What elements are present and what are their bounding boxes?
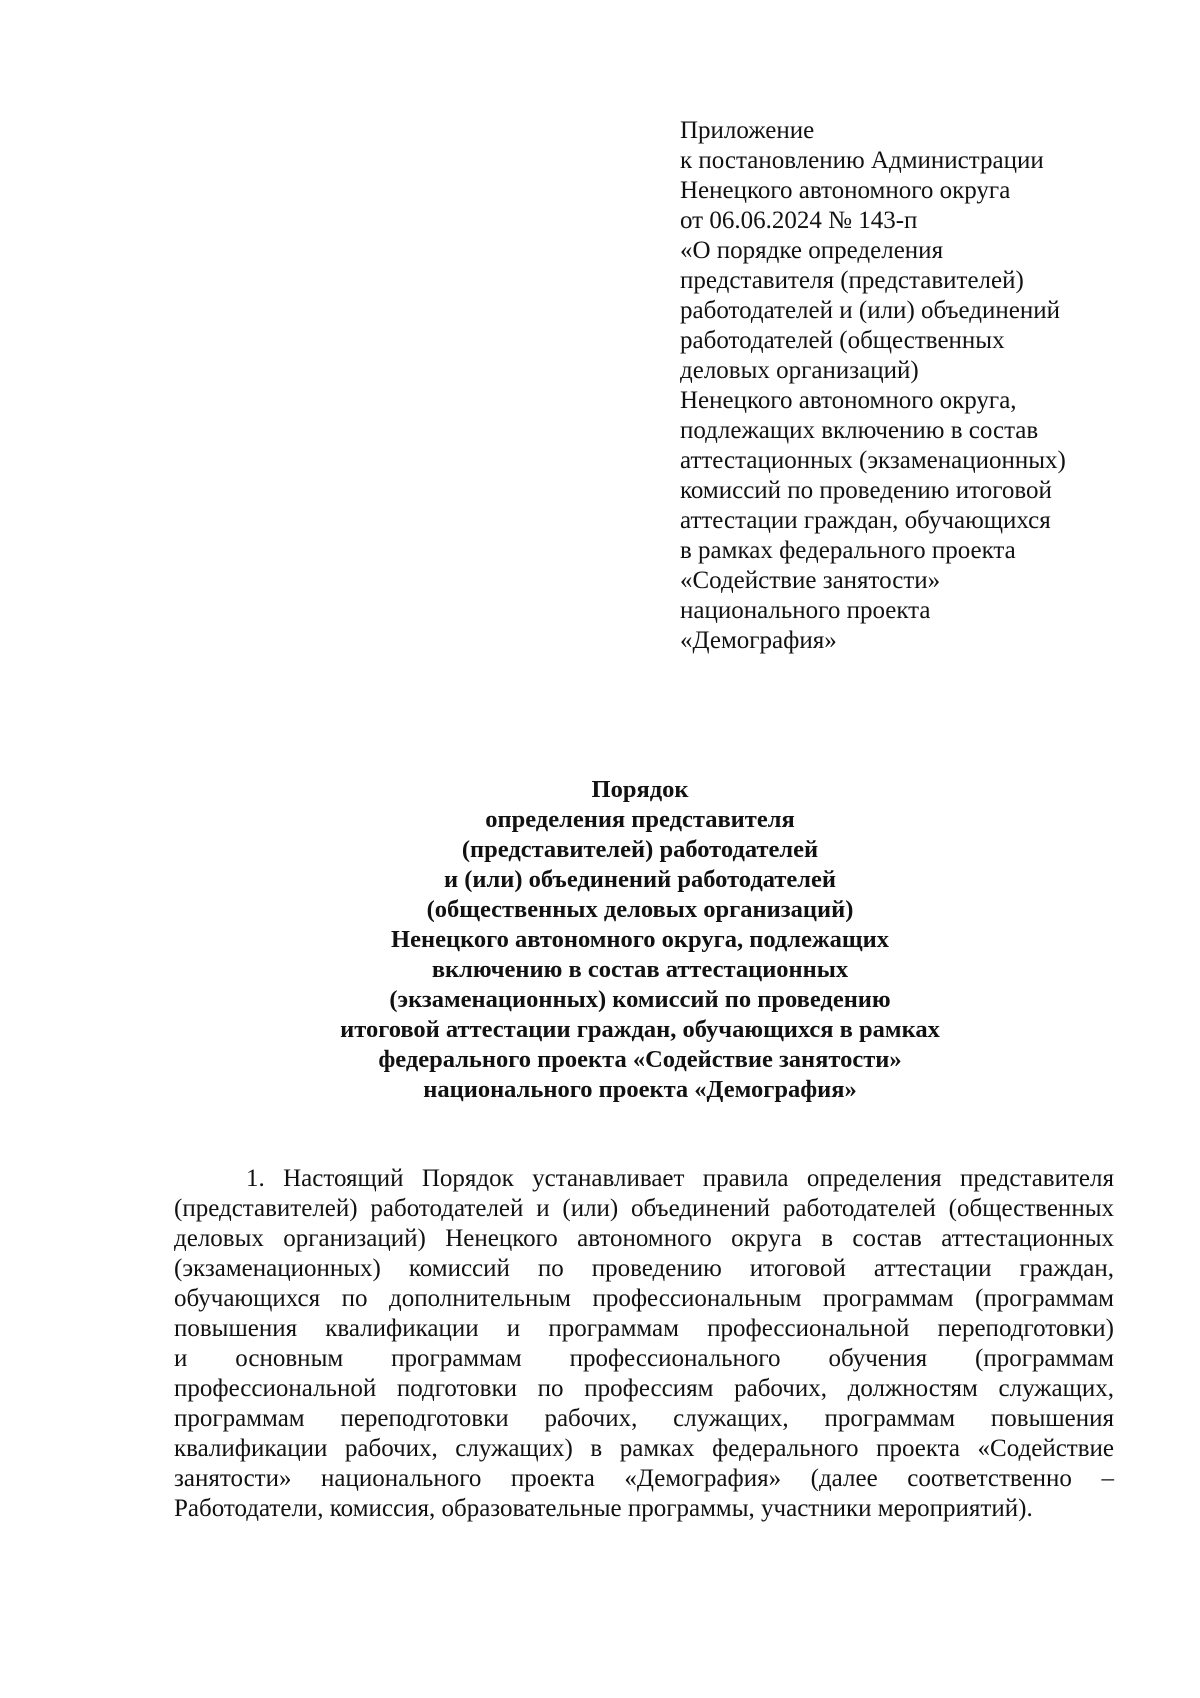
appendix-line: работодателей (общественных [680,327,1005,354]
appendix-line: представителя (представителей) [680,267,1024,294]
appendix-line: аттестации граждан, обучающихся [680,507,1051,534]
appendix-line: в рамках федерального проекта [680,537,1016,564]
title-line: (общественных деловых организаций) [426,896,854,923]
appendix-header [680,116,1120,656]
appendix-line: комиссий по проведению итоговой [680,477,1052,504]
paragraph-line: (экзаменационных) комиссий по проведению итоговой аттестации граждан, [174,1255,1114,1282]
paragraph-line: профессиональной подготовки по профессиям рабочих, должностям служащих, [174,1375,1114,1402]
appendix-line: Приложение [680,117,815,144]
paragraph-line: квалификации рабочих, служащих) в рамках федерального проекта «Содействие [174,1435,1114,1462]
appendix-line: подлежащих включению в состав [680,417,1039,444]
paragraph-line: занятости» национального проекта «Демография» (далее соответственно – [174,1465,1114,1492]
paragraph-line: повышения квалификации и программам профессиональной переподготовки) [174,1315,1114,1342]
title-line: и (или) объединений работодателей [444,866,836,893]
title-line: (экзаменационных) комиссий по проведению [389,986,891,1013]
paragraph-line: деловых организаций) Ненецкого автономного округа в состав аттестационных [174,1225,1114,1252]
appendix-line: «Демография» [680,627,837,654]
appendix-line: аттестационных (экзаменационных) [680,447,1066,474]
appendix-line: «Содействие занятости» [680,567,941,594]
appendix-line: к постановлению Администрации [680,147,1044,174]
appendix-line: от 06.06.2024 № 143-п [680,207,918,234]
paragraph-line: 1. Настоящий Порядок устанавливает правила определения представителя [246,1165,1114,1192]
paragraph-line: программам переподготовки рабочих, служащих, программам повышения [174,1405,1114,1432]
paragraph-line: и основным программам профессионального обучения (программам [174,1345,1114,1372]
paragraph-1 [174,1164,1114,1524]
appendix-line: «О порядке определения [680,237,944,264]
title-line: (представителей) работодателей [461,836,819,863]
appendix-line: национального проекта [680,597,931,624]
paragraph-line: (представителей) работодателей и (или) объединений работодателей (общественных [174,1195,1114,1222]
appendix-line: Ненецкого автономного округа, [680,387,1017,414]
paragraph-line: обучающихся по дополнительным профессиональным программам (программам [174,1285,1114,1312]
paragraph-line: Работодатели, комиссия, образовательные программы, участники мероприятий). [174,1495,1033,1522]
document-title [150,775,1130,1105]
title-line: Ненецкого автономного округа, подлежащих [391,926,889,953]
appendix-line: деловых организаций) [680,357,919,384]
title-line: Порядок [591,776,689,803]
appendix-line: Ненецкого автономного округа [680,177,1011,204]
title-line: включению в состав аттестационных [431,956,849,983]
title-line: национального проекта «Демография» [423,1076,857,1103]
appendix-line: работодателей и (или) объединений [680,297,1061,324]
title-line: определения представителя [485,806,795,833]
title-line: итоговой аттестации граждан, обучающихся в рамках [340,1016,940,1043]
title-line: федерального проекта «Содействие занятости» [378,1046,902,1073]
